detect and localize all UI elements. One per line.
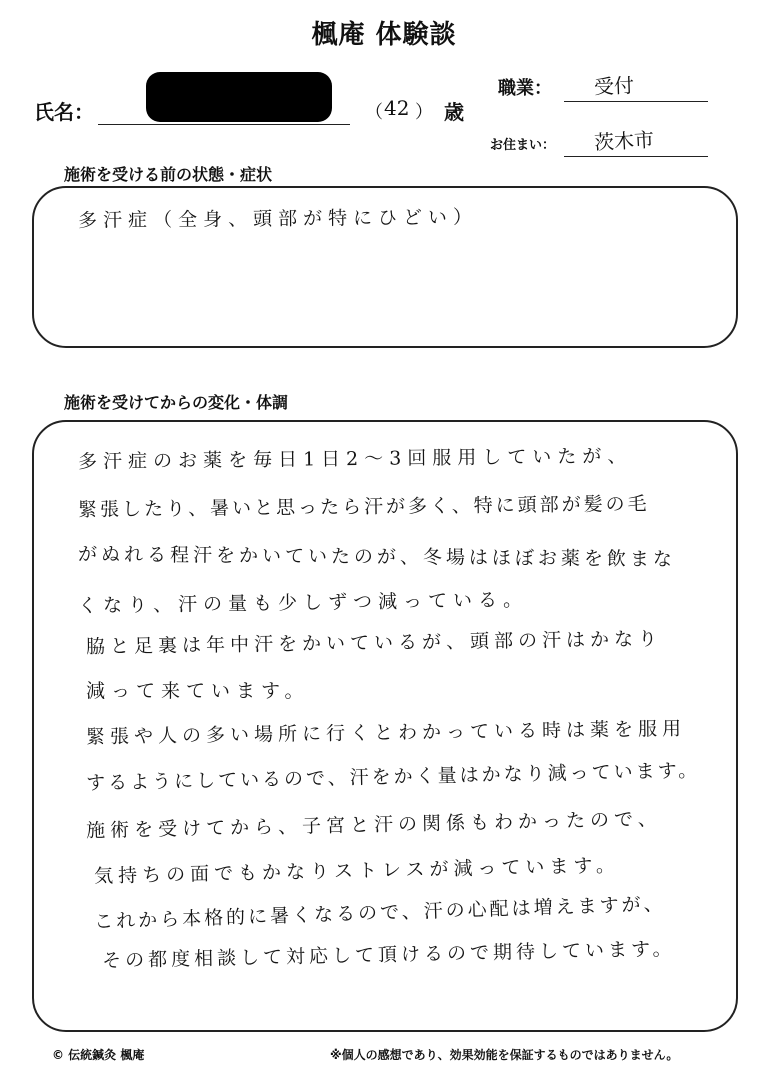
- age-unit: 歳: [444, 100, 464, 124]
- name-underline: [98, 124, 350, 125]
- after-line: 緊張したり、暑いと思ったら汗が多く、特に頭部が髪の毛: [77, 493, 650, 521]
- after-line: その都度相談して対応して頂けるので期待しています。: [101, 937, 676, 973]
- after-heading: 施術を受けてからの変化・体調: [64, 393, 289, 412]
- occupation-value: 受付: [593, 73, 635, 99]
- after-line: するようにしているので、汗をかく量はかなり減っています。: [85, 759, 701, 795]
- before-heading: 施術を受ける前の状態・症状: [64, 165, 273, 184]
- after-line: くなり、汗の量も少しずつ減っている。: [77, 588, 529, 618]
- after-line: がぬれる程汗をかいていたのが、冬場はほぼお薬を飲まな: [77, 543, 677, 571]
- residence-underline: [564, 156, 708, 157]
- after-line: これから本格的に暑くなるので、汗の心配は増えますが、: [93, 893, 666, 933]
- redacted-name: [146, 72, 332, 122]
- after-line: 多汗症のお薬を毎日1日2〜3回服用していたが、: [77, 445, 633, 473]
- footer-copyright: © 伝統鍼灸 楓庵: [52, 1048, 145, 1062]
- age-open-paren: （: [365, 102, 383, 123]
- name-label: 氏名：: [34, 100, 94, 124]
- after-line: 脇と足裏は年中汗をかいているが、頭部の汗はかなり: [85, 627, 663, 659]
- residence-value: 茨木市: [593, 127, 655, 155]
- footer-disclaimer: ※個人の感想であり、効果効能を保証するものではありません。: [330, 1048, 679, 1062]
- before-line: 多汗症（全身、頭部が特にひどい）: [77, 206, 479, 232]
- age-value: 42: [384, 96, 410, 120]
- occupation-underline: [564, 101, 708, 102]
- after-line: 気持ちの面でもかなりストレスが減っています。: [93, 854, 621, 888]
- occupation-label: 職業：: [498, 78, 552, 99]
- after-line: 施術を受けてから、子宮と汗の関係もわかったので、: [85, 807, 662, 843]
- age-close-paren: ）: [415, 102, 433, 123]
- after-line: 減って来ています。: [86, 680, 310, 702]
- page-title: 楓庵 体験談: [311, 20, 457, 50]
- after-line: 緊張や人の多い場所に行くとわかっている時は薬を服用: [85, 717, 687, 749]
- residence-label: お住まい：: [490, 138, 556, 153]
